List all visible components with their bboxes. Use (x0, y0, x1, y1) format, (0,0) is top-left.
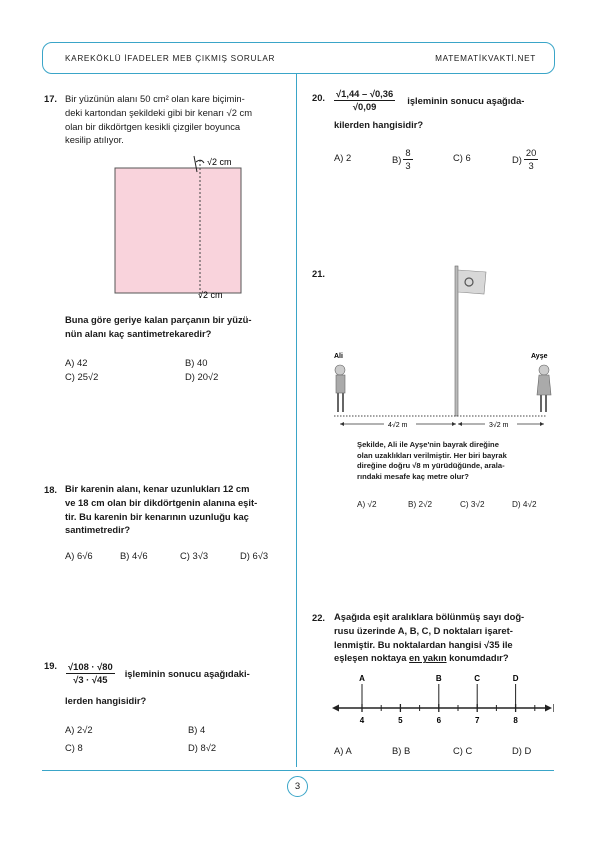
number-line-label: 6 (436, 716, 442, 725)
q17-option-d[interactable]: D) 20√2 (185, 371, 219, 382)
number-line-label: 7 (474, 716, 480, 725)
q20-numerator: √1,44 – √0,36 (336, 88, 394, 99)
number-line-point-label: D (512, 674, 519, 683)
q20-stem2: kilerden hangisidir? (334, 119, 424, 130)
q19-number: 19. (44, 660, 58, 671)
ali-figure (335, 365, 345, 412)
q20-option-d[interactable]: D) $\frac{20}{3}$ (512, 147, 537, 171)
q18-number: 18. (44, 484, 58, 495)
q22-option-d[interactable]: D) D (512, 745, 532, 756)
q19-option-b[interactable]: B) 4 (188, 724, 206, 735)
q17-card-figure (110, 152, 270, 304)
q18-stem: Bir karenin alanı, kenar uzunlukları 12 cm ve 18 cm olan bir dikdörtgenin alanına eşit- tir. Bu karenin bir kenarının uzunluğu kaç santimetredir? (65, 483, 258, 536)
q21-right-person: Ayşe (531, 353, 548, 360)
q17-number: 17. (44, 93, 58, 104)
q17-top-label: √2 cm (207, 157, 232, 167)
q22-option-b[interactable]: B) B (392, 745, 411, 756)
q17-option-c[interactable]: C) 25√2 (65, 371, 99, 382)
q22-option-c[interactable]: C) C (453, 745, 473, 756)
q19-denominator: √3 · √45 (73, 674, 108, 685)
header-site: MATEMATİKVAKTİ.NET (435, 53, 536, 63)
flag-icon (458, 270, 486, 294)
q20-expression: $\frac{√1,44 - √0,36}{√0,09}$ işleminin sonucu aşağıda- (336, 88, 525, 112)
flagpole (455, 266, 458, 416)
number-line-label: 5 (398, 716, 403, 725)
q20-option-b[interactable]: B) $\frac{8}{3}$ (392, 147, 411, 171)
q21-stem: Şekilde, Ali ile Ayşe'nin bayrak direğine olan uzaklıkları verilmiştir. Her biri bayrak direğine doğru √8 m yürüdüğünde, arala- rındaki mesafe kaç metre olur? (357, 440, 507, 481)
page-header (42, 42, 555, 74)
q20-option-c[interactable]: C) 6 (453, 152, 471, 163)
q19-numerator: √108 · √80 (68, 661, 113, 672)
q21-flagpole-figure (326, 262, 554, 432)
column-divider (296, 74, 297, 767)
number-line-point-label: B (435, 674, 442, 683)
q21-right-distance: 3√2 m (489, 422, 509, 429)
q17-option-a[interactable]: A) 42 (65, 357, 88, 368)
q20-number: 20. (312, 92, 326, 103)
q18-option-b[interactable]: B) 4√6 (120, 550, 148, 561)
header-title: KAREKÖKLÜ İFADELER MEB ÇIKMIŞ SORULAR (65, 53, 276, 63)
q21-option-a[interactable]: A) √2 (357, 500, 377, 509)
number-line-label: 4 (359, 716, 365, 725)
q17-option-b[interactable]: B) 40 (185, 357, 208, 368)
q18-option-a[interactable]: A) 6√6 (65, 550, 93, 561)
page-number: 3 (287, 776, 308, 797)
q22-stem: Aşağıda eşit aralıklara bölünmüş sayı doğ- rusu üzerinde A, B, C, D noktaları işaret- lenmiştir. Bu noktalardan hangisi √35 ile eşleşen noktaya en yakın konumdadır? (334, 611, 525, 664)
q18-option-c[interactable]: C) 3√3 (180, 550, 209, 561)
q19-option-c[interactable]: C) 8 (65, 742, 83, 753)
q21-option-b[interactable]: B) 2√2 (408, 500, 433, 509)
footer-divider (42, 770, 554, 771)
q20-denominator: √0,09 (352, 101, 377, 112)
q19-option-a[interactable]: A) 2√2 (65, 724, 93, 735)
number-line-point-label: A (359, 674, 365, 683)
q21-option-c[interactable]: C) 3√2 (460, 500, 485, 509)
q21-number: 21. (312, 268, 326, 279)
q22-option-a[interactable]: A) A (334, 745, 352, 756)
q19-expression: $\frac{√108 \cdot √80}{√3 \cdot √45}$ işleminin sonucu aşağıdaki- (68, 661, 250, 685)
q21-left-distance: 4√2 m (388, 422, 408, 429)
q17-question: Buna göre geriye kalan parçanın bir yüzü- nün alanı kaç santimetrekaredir? (65, 314, 252, 339)
q21-left-person: Ali (334, 353, 343, 360)
q22-number: 22. (312, 612, 326, 623)
q19-stem2: lerden hangisidir? (65, 695, 147, 706)
number-line-label: 8 (513, 716, 518, 725)
q17-stem: Bir yüzünün alanı 50 cm² olan kare biçimin- deki kartondan şekildeki gibi bir kenarı √2 cm olan bir dikdörtgen kesikli çizgiler boyunca kesilip atılıyor. (65, 93, 253, 146)
q19-option-d[interactable]: D) 8√2 (188, 742, 217, 753)
q22-number-line (330, 670, 554, 726)
q21-option-d[interactable]: D) 4√2 (512, 500, 537, 509)
q20-option-a[interactable]: A) 2 (334, 152, 352, 163)
number-line-point-label: C (474, 674, 481, 683)
q18-option-d[interactable]: D) 6√3 (240, 550, 269, 561)
q17-bottom-label: √2 cm (198, 290, 223, 300)
ayse-figure (537, 365, 551, 412)
